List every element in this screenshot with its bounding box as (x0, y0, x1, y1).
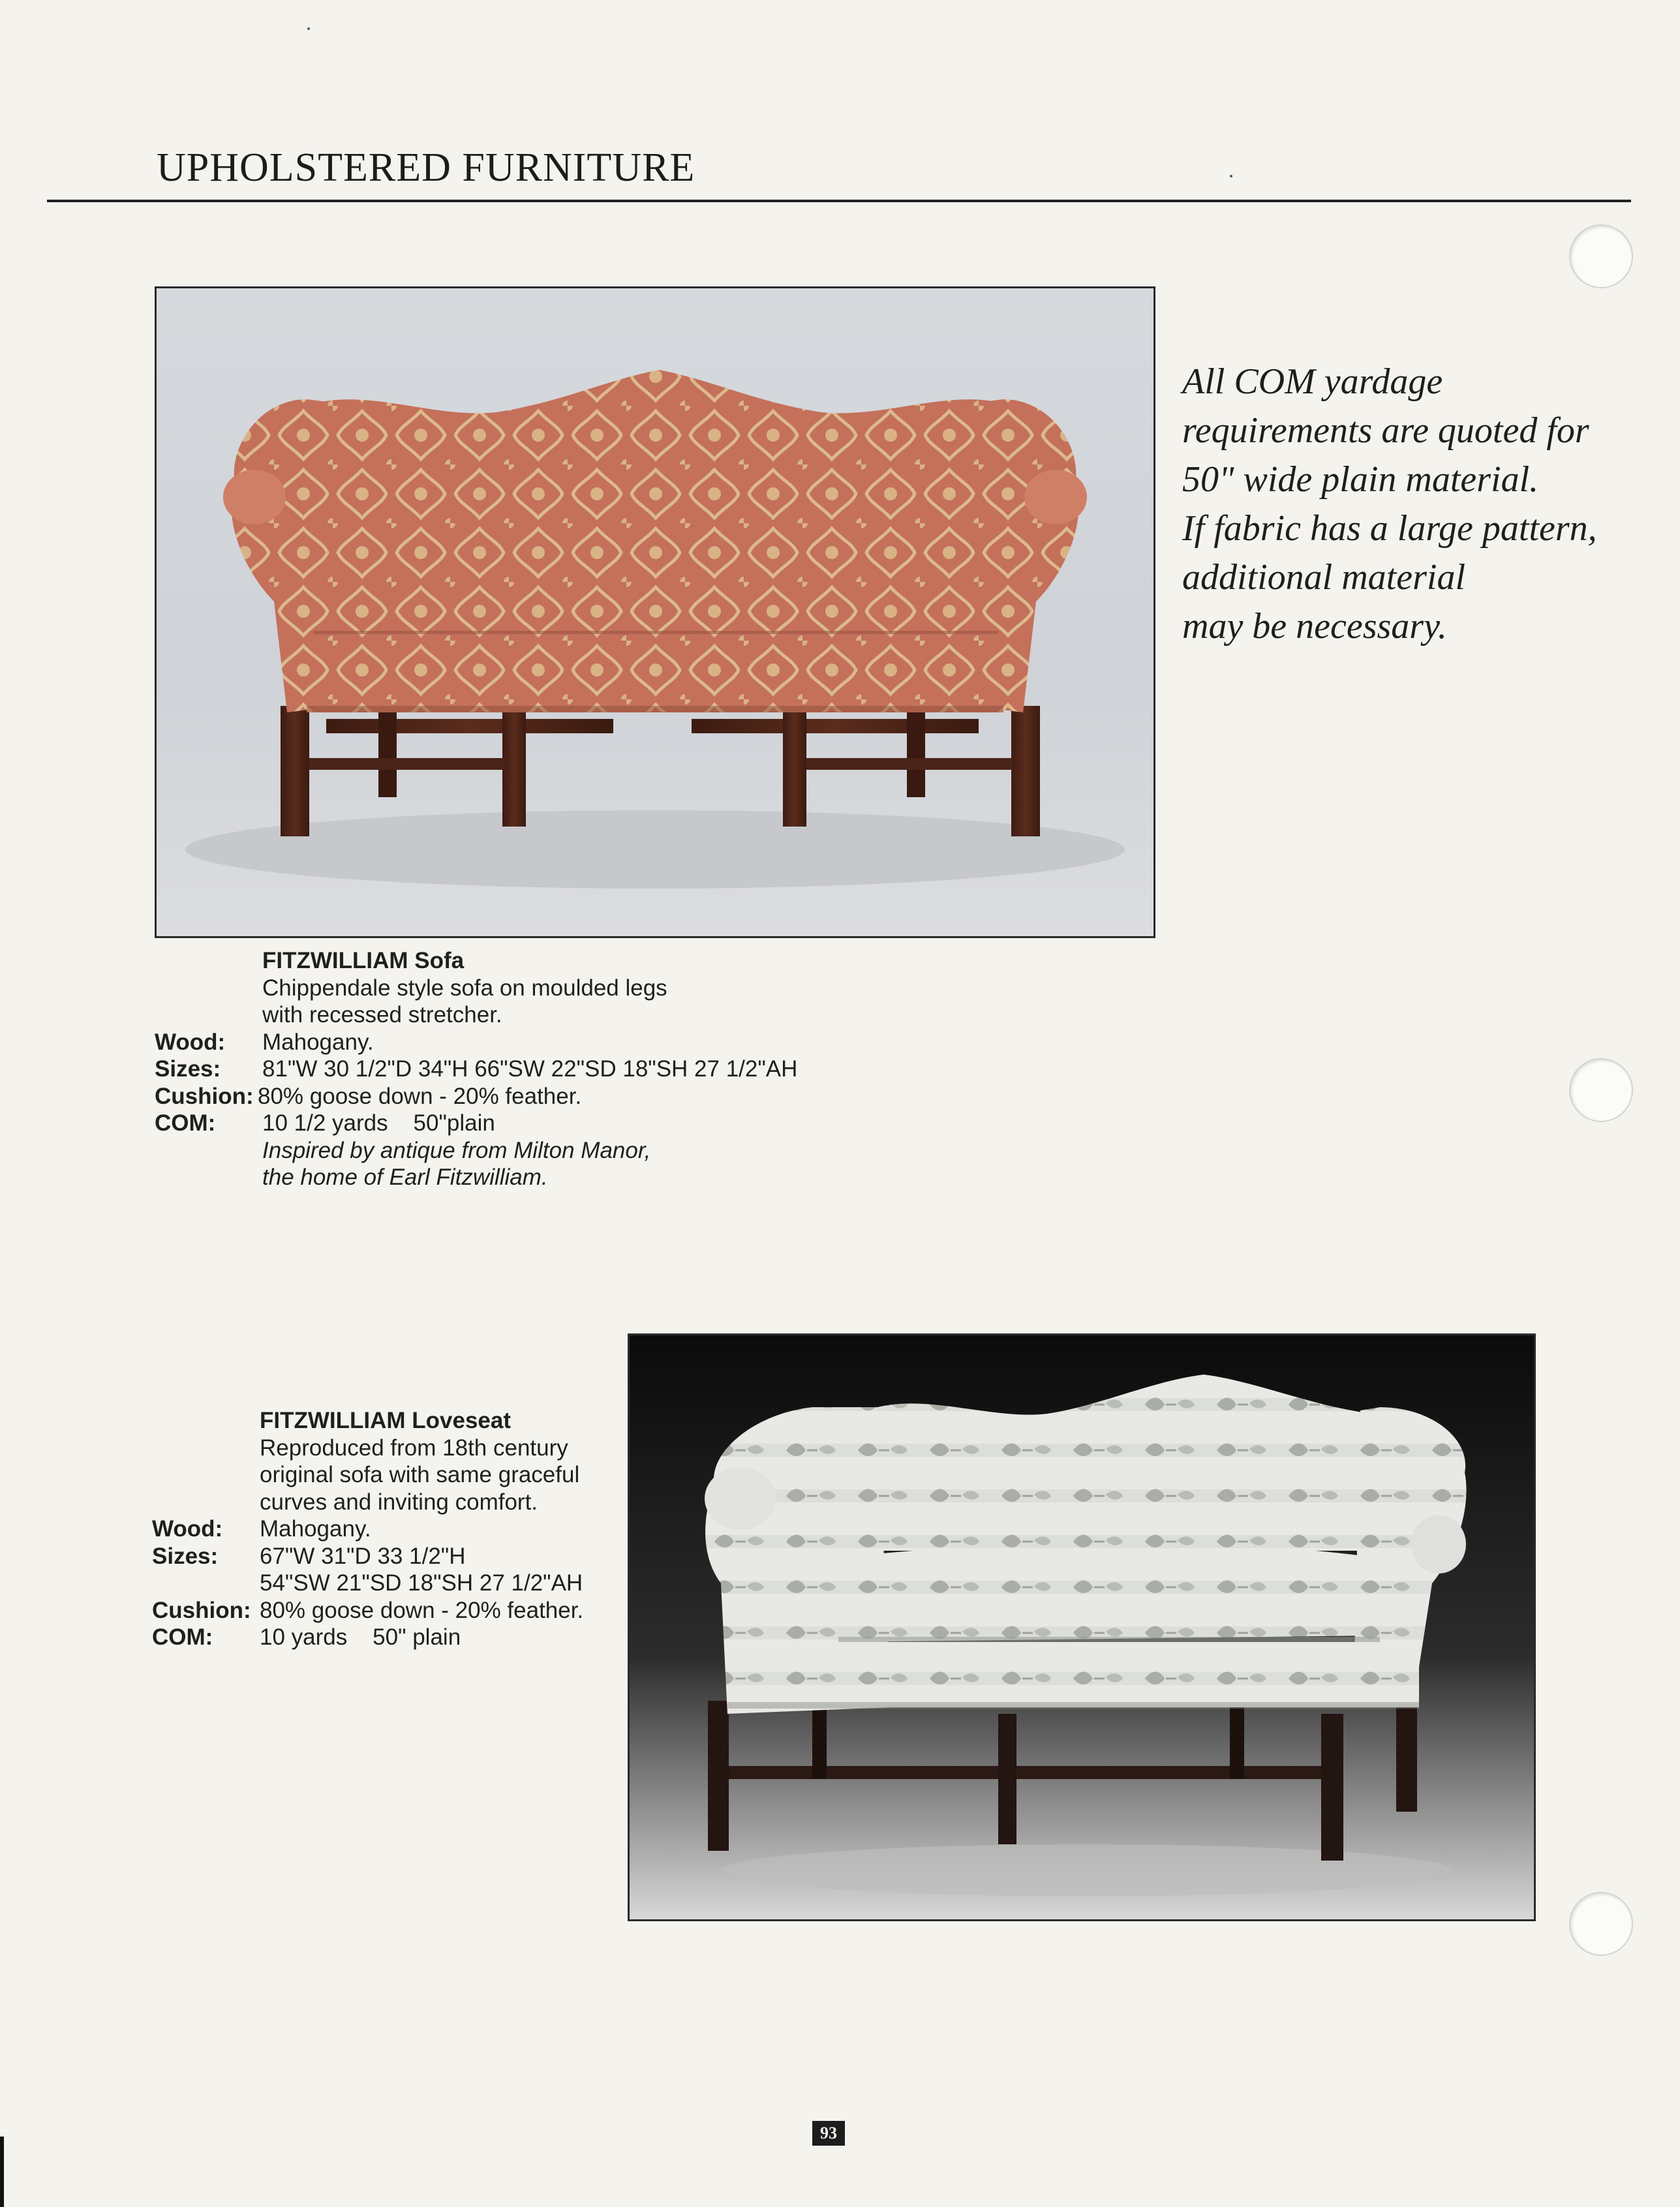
sofa-cushion-label: Cushion: (155, 1083, 254, 1109)
sofa-com: 10 1/2 yards 50"plain (262, 1110, 495, 1136)
sofa-name: FITZWILLIAM Sofa (262, 948, 465, 973)
sofa-sizes-label: Sizes: (155, 1056, 221, 1082)
binder-hole-bottom (1569, 1892, 1633, 1956)
sofa-sizes: 81"W 30 1/2"D 34"H 66"SW 22"SD 18"SH 27 1/2"AH (262, 1056, 798, 1082)
com-note-line: All COM yardage (1182, 361, 1443, 402)
sofa-photo (155, 286, 1155, 938)
com-yardage-note (1182, 358, 1639, 651)
loveseat-image (630, 1335, 1534, 1919)
com-note-line: 50" wide plain material. (1182, 459, 1539, 500)
sofa-spec (155, 947, 938, 1191)
scan-edge (0, 2137, 4, 2207)
loveseat-cushion-label: Cushion: (152, 1597, 251, 1623)
loveseat-name: FITZWILLIAM Loveseat (260, 1408, 511, 1433)
sofa-image (157, 288, 1153, 936)
com-note-line: If fabric has a large pattern, (1182, 508, 1597, 549)
loveseat-description-line: curves and inviting comfort. (260, 1489, 538, 1515)
binder-hole-top (1569, 224, 1633, 288)
sofa-description-line: Chippendale style sofa on moulded legs (262, 975, 667, 1001)
com-note-line: additional material (1182, 557, 1465, 598)
com-note-line: may be necessary. (1182, 606, 1447, 647)
sofa-note-line: the home of Earl Fitzwilliam. (262, 1164, 548, 1190)
loveseat-wood-label: Wood: (152, 1516, 223, 1542)
sofa-description-line: with recessed stretcher. (262, 1002, 502, 1027)
loveseat-description-line: Reproduced from 18th century (260, 1435, 568, 1461)
loveseat-sizes-line: 54"SW 21"SD 18"SH 27 1/2"AH (260, 1570, 583, 1596)
loveseat-wood: Mahogany. (260, 1516, 371, 1542)
loveseat-description-line: original sofa with same graceful (260, 1462, 580, 1487)
loveseat-sizes-label: Sizes: (152, 1543, 219, 1569)
page-title: UPHOLSTERED FURNITURE (157, 145, 695, 190)
loveseat-com: 10 yards 50" plain (260, 1624, 461, 1650)
binder-hole-middle (1569, 1058, 1633, 1122)
sofa-com-label: COM: (155, 1110, 216, 1136)
loveseat-sizes-line: 67"W 31"D 33 1/2"H (260, 1543, 466, 1569)
loveseat-com-label: COM: (152, 1624, 213, 1650)
page-number: 93 (812, 2121, 845, 2146)
loveseat-cushion: 80% goose down - 20% feather. (260, 1597, 584, 1623)
loveseat-spec (152, 1407, 622, 1651)
sofa-wood: Mahogany. (262, 1029, 374, 1055)
sofa-wood-label: Wood: (155, 1029, 226, 1055)
loveseat-photo (628, 1333, 1536, 1921)
speck (307, 27, 310, 30)
speck (1230, 175, 1232, 177)
com-note-line: requirements are quoted for (1182, 410, 1589, 451)
sofa-cushion: 80% goose down - 20% feather. (258, 1083, 582, 1109)
sofa-note-line: Inspired by antique from Milton Manor, (262, 1137, 651, 1163)
title-rule (47, 200, 1631, 202)
